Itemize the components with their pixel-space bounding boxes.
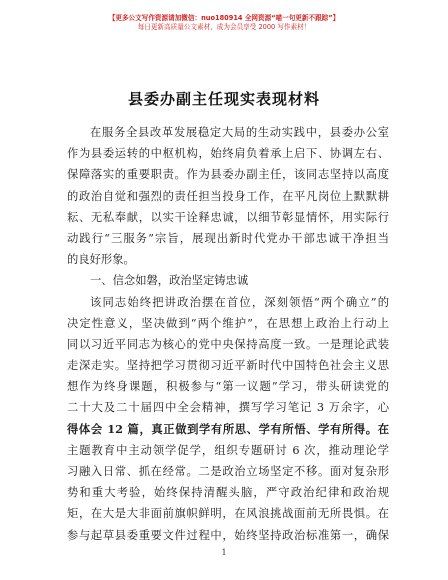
paragraph-line: 同以习近平同志为核心的党中央保持高度一致。一是理论武装 xyxy=(67,337,389,351)
banner-line-1: 【更多公文写作资源请加微信：nuo180914 全网资源“喵一句更新不跟踪”】 xyxy=(108,14,340,22)
paragraph-line: 在服务全县改革发展稳定大局的生动实践中，县委办公室 xyxy=(90,126,389,139)
paragraph-line-bold: 得体会 12 篇，真正做到学有所思、学有所悟、学有所得。在 xyxy=(67,421,389,436)
paragraph-line: 耘、无私奉献，以实干诠释忠诚，以细节彰显情怀，用实际行 xyxy=(67,210,389,224)
paragraph-line: 动践行“三服务”宗旨，展现出新时代党办干部忠诚干净担当 xyxy=(67,231,389,245)
paragraph-line: 矩，在大是大非面前旗帜鲜明，在风浪挑战面前无所畏惧。在 xyxy=(67,507,389,521)
paragraph-line: 走深走实。坚持把学习贯彻习近平新时代中国特色社会主义思 xyxy=(67,359,389,373)
paragraph-line: 作为县委运转的中枢机构，始终肩负着承上启下、协调左右、 xyxy=(67,147,389,161)
paragraph-line: 决定性意义，坚决做到“两个维护”，在思想上政治上行动上 xyxy=(67,316,389,330)
document-body xyxy=(67,122,389,546)
page-number: 1 xyxy=(221,548,227,557)
paragraph-line: 主题教育中主动领学促学，组织专题研讨 6 次，推动理论学 xyxy=(67,443,389,457)
paragraph-line: 该同志始终把讲政治摆在首位，深刻领悟“两个确立”的 xyxy=(90,295,389,309)
paragraph-line-bold-tail: 二十大及二十届四中全会精神，撰写学习笔记 3 万余字，心 xyxy=(67,401,389,415)
document-title: 县委办副主任现实表现材料 xyxy=(127,90,320,108)
paragraph-line: 的良好形象。 xyxy=(67,253,135,267)
paragraph-line: 的政治自觉和强烈的责任担当投身工作，在平凡岗位上默默耕 xyxy=(67,189,389,203)
promo-banner xyxy=(0,14,448,32)
banner-line-2: 每日更新高质量公文素材，成为会员享受 2000 写作素材！ xyxy=(137,23,311,31)
paragraph-line: 习融入日常、抓在经常。二是政治立场坚定不移。面对复杂形 xyxy=(67,465,389,478)
section-heading: 一、信念如磐，政治坚定铸忠诚 xyxy=(90,274,249,288)
paragraph-line: 势和重大考验，始终保持清醒头脑，严守政治纪律和政治规 xyxy=(67,486,389,500)
paragraph-line: 想作为终身课题，积极参与“第一议题”学习，带头研读党的 xyxy=(67,380,389,394)
paragraph-line: 参与起草县委重要文件过程中，始终坚持政治标准第一，确保 xyxy=(67,528,389,542)
paragraph-line: 保障落实的重要职责。作为县委办副主任，该同志坚持以高度 xyxy=(67,168,389,182)
